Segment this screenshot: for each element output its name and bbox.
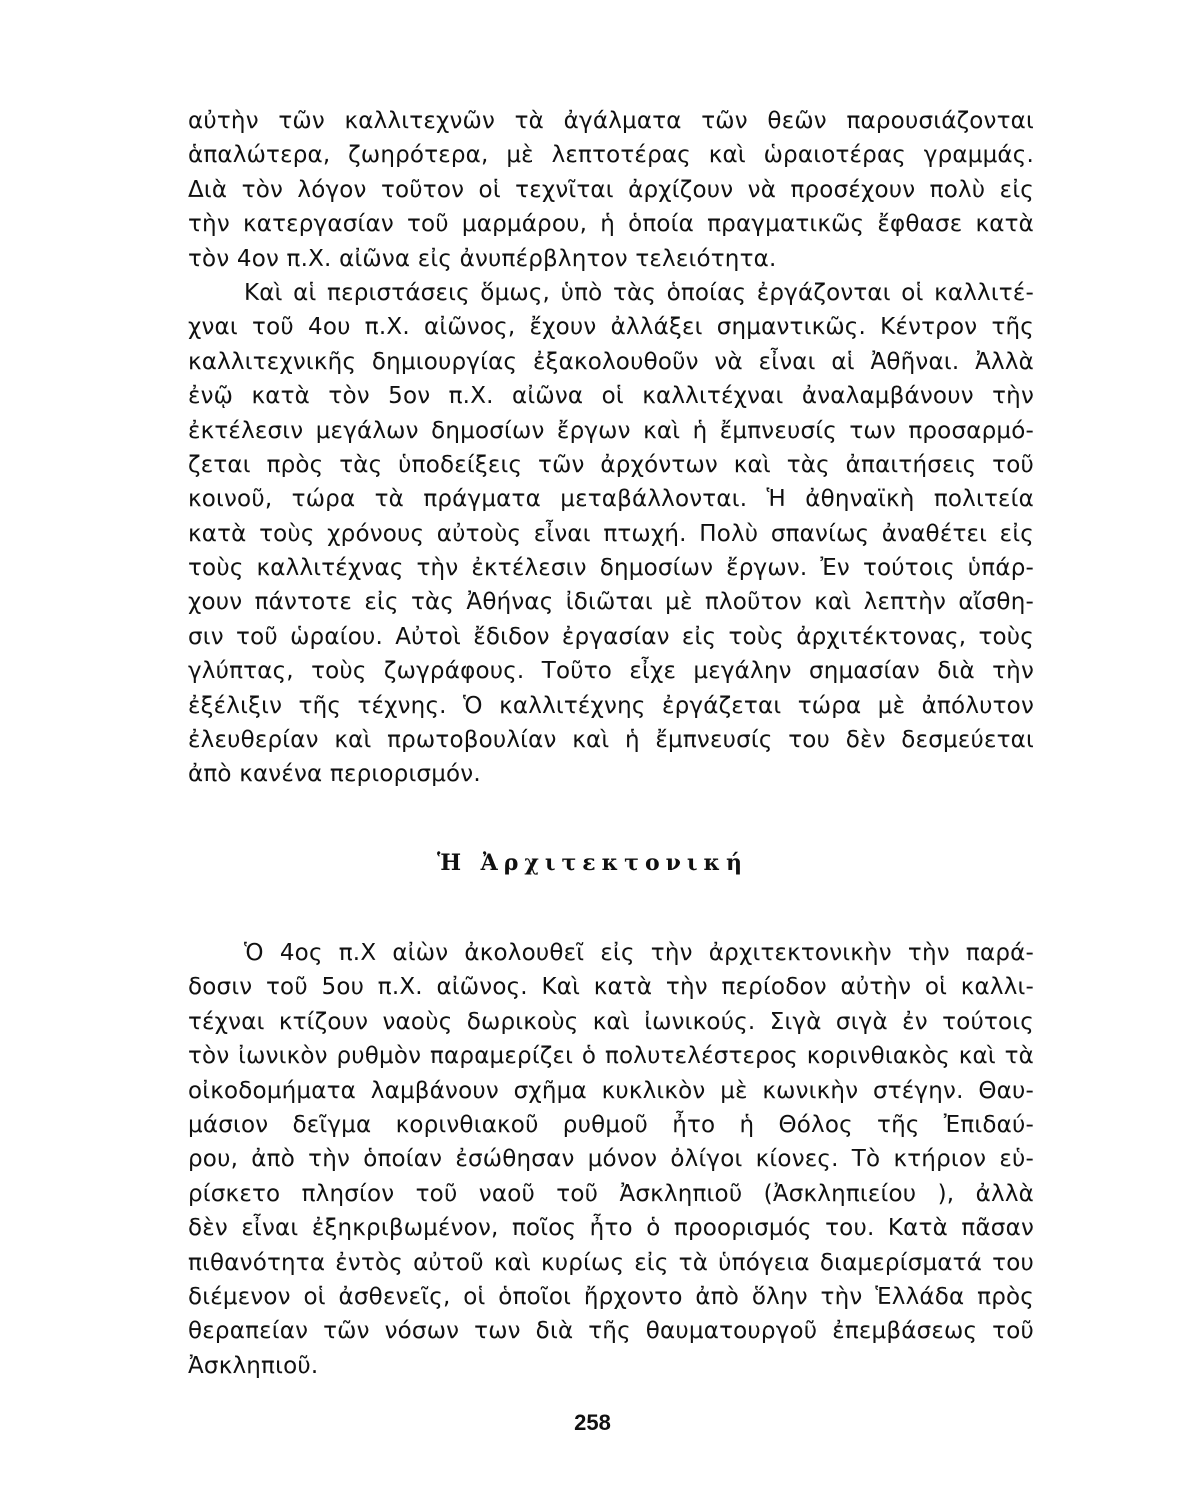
text-line: Ἀσκληπιοῦ. — [188, 1352, 319, 1379]
text-line: ρου, ἀπὸ τὴν ὁποίαν ἐσώθησαν μόνον ὀλίγοι κίονες. Τὸ κτήριον εὑ- — [188, 1146, 1034, 1173]
text-line: τοὺς καλλιτέχνας τὴν ἐκτέλεσιν δημοσίων ἔργων. Ἐν τούτοις ὑπάρ- — [188, 555, 1034, 582]
text-line: ἐκτέλεσιν μεγάλων δημοσίων ἔργων καὶ ἡ ἔμπνευσίς των προσαρμό- — [188, 417, 1034, 444]
body-text-section-2 — [188, 936, 1034, 1383]
text-line: χουν πάντοτε εἰς τὰς Ἀθήνας ἰδιῶται μὲ πλοῦτον καὶ λεπτὴν αἴσθη- — [188, 589, 1034, 616]
text-line: Διὰ τὸν λόγον τοῦτον οἱ τεχνῖται ἀρχίζουν νὰ προσέχουν πολὺ εἰς — [188, 176, 1034, 203]
text-line: ἀπὸ κανένα περιορισμόν. — [188, 761, 481, 788]
section-heading: Ἡ Ἀρχιτεκτονική — [436, 850, 749, 876]
text-line: καλλιτεχνικῆς δημιουργίας ἐξακολουθοῦν νὰ εἶναι αἱ Ἀθῆναι. Ἀλλὰ — [188, 348, 1034, 375]
text-line: ἐξέλιξιν τῆς τέχνης. Ὁ καλλιτέχνης ἐργάζεται τώρα μὲ ἀπόλυτον — [188, 692, 1034, 719]
text-line: τέχναι κτίζουν ναοὺς δωρικοὺς καὶ ἰωνικούς. Σιγὰ σιγὰ ἐν τούτοις — [188, 1008, 1034, 1035]
text-line: δὲν εἶναι ἐξηκριβωμένον, ποῖος ἦτο ὁ προορισμός του. Κατὰ πᾶσαν — [188, 1215, 1034, 1242]
text-line: πιθανότητα ἐντὸς αὐτοῦ καὶ κυρίως εἰς τὰ ὑπόγεια διαμερίσματά του — [188, 1249, 1034, 1276]
text-line: κατὰ τοὺς χρόνους αὐτοὺς εἶναι πτωχή. Πολὺ σπανίως ἀναθέτει εἰς — [188, 520, 1034, 547]
text-line: γλύπτας, τοὺς ζωγράφους. Τοῦτο εἶχε μεγάλην σημασίαν διὰ τὴν — [188, 658, 1034, 685]
text-line: ζεται πρὸς τὰς ὑποδείξεις τῶν ἀρχόντων καὶ τὰς ἀπαιτήσεις τοῦ — [188, 451, 1034, 478]
text-line: Ὁ 4ος π.Χ αἰὼν ἀκολουθεῖ εἰς τὴν ἀρχιτεκτονικὴν τὴν παρά- — [244, 940, 1034, 966]
text-line: διέμενον οἱ ἀσθενεῖς, οἱ ὁποῖοι ἤρχοντο ἀπὸ ὅλην τὴν Ἑλλάδα πρὸς — [188, 1283, 1034, 1310]
text-line: ρίσκετο πλησίον τοῦ ναοῦ τοῦ Ἀσκληπιοῦ (Ἀσκληπιείου ), ἀλλὰ — [188, 1180, 1034, 1207]
text-line: τὸν 4ον π.Χ. αἰῶνα εἰς ἀνυπέρβλητον τελειότητα. — [188, 245, 777, 272]
text-line: οἰκοδομήματα λαμβάνουν σχῆμα κυκλικὸν μὲ κωνικὴν στέγην. Θαυ- — [188, 1077, 1034, 1104]
text-line: κοινοῦ, τώρα τὰ πράγματα μεταβάλλονται. Ἡ ἀθηναϊκὴ πολιτεία — [188, 486, 1034, 513]
text-line: Καὶ αἱ περιστάσεις ὅμως, ὑπὸ τὰς ὁποίας ἐργάζονται οἱ καλλιτέ- — [244, 279, 1034, 306]
text-line: αὐτὴν τῶν καλλιτεχνῶν τὰ ἀγάλματα τῶν θεῶν παρουσιάζονται — [188, 108, 1034, 134]
text-line: ἁπαλώτερα, ζωηρότερα, μὲ λεπτοτέρας καὶ ὡραιοτέρας γραμμάς. — [188, 142, 1034, 169]
page-number: 258 — [574, 1410, 611, 1435]
text-line: τὸν ἰωνικὸν ρυθμὸν παραμερίζει ὁ πολυτελέστερος κορινθιακὸς καὶ τὰ — [188, 1043, 1034, 1070]
text-line: χναι τοῦ 4ου π.Χ. αἰῶνος, ἔχουν ἀλλάξει σημαντικῶς. Κέντρον τῆς — [188, 314, 1034, 341]
text-line: σιν τοῦ ὡραίου. Αὐτοὶ ἔδιδον ἐργασίαν εἰς τοὺς ἀρχιτέκτονας, τοὺς — [188, 623, 1034, 650]
text-line: ἐλευθερίαν καὶ πρωτοβουλίαν καὶ ἡ ἔμπνευσίς του δὲν δεσμεύεται — [188, 727, 1034, 754]
text-line: μάσιον δεῖγμα κορινθιακοῦ ρυθμοῦ ἦτο ἡ Θόλος τῆς Ἐπιδαύ- — [188, 1111, 1034, 1138]
body-text-section-1 — [188, 104, 1034, 792]
text-line: δοσιν τοῦ 5ου π.Χ. αἰῶνος. Καὶ κατὰ τὴν περίοδον αὐτὴν οἱ καλλι- — [188, 974, 1034, 1001]
text-line: τὴν κατεργασίαν τοῦ μαρμάρου, ἡ ὁποία πραγματικῶς ἔφθασε κατὰ — [188, 211, 1034, 238]
text-line: θεραπείαν τῶν νόσων των διὰ τῆς θαυματουργοῦ ἐπεμβάσεως τοῦ — [188, 1318, 1034, 1345]
text-line: ἐνῷ κατὰ τὸν 5ον π.Χ. αἰῶνα οἱ καλλιτέχναι ἀναλαμβάνουν τὴν — [188, 383, 1034, 410]
